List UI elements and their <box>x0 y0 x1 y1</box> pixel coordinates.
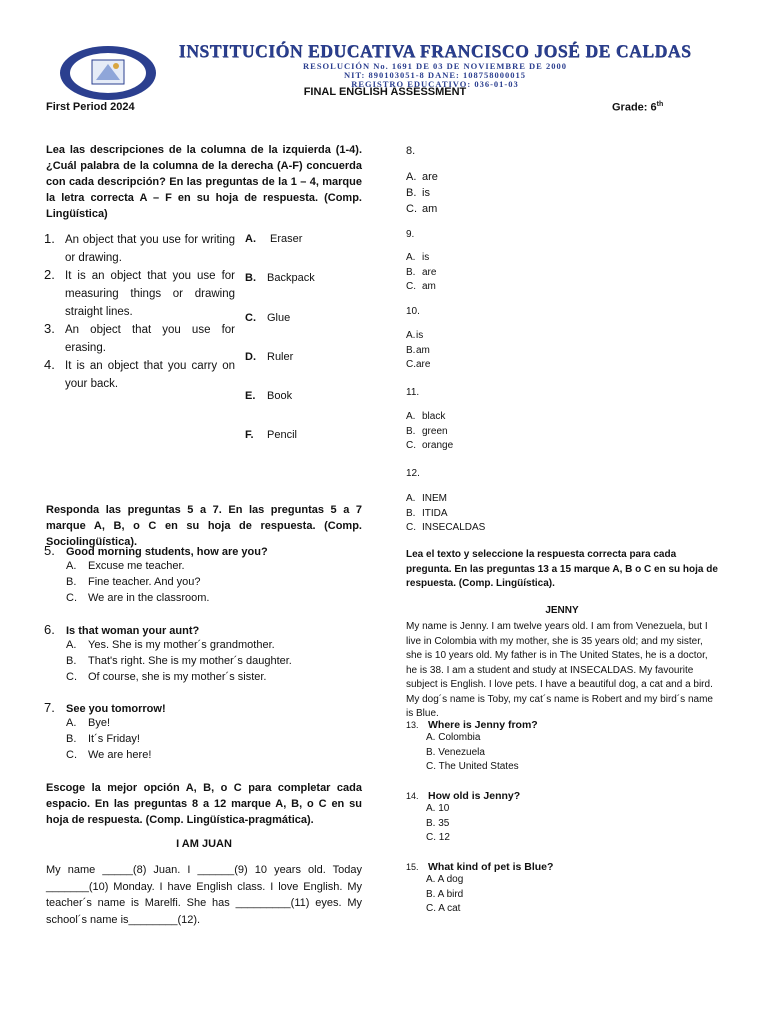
part1-instructions: Lea las descripciones de la columna de la izquierda (1-4). ¿Cuál palabra de la columna de la derecha (A-F) concuerda con cada descripción? En las preguntas de la 1 – 4, marque la letra correcta A – F en su hoja de respuesta. (Comp. Lingüística) <box>46 144 362 220</box>
match-option-d: D. Ruler <box>245 351 294 363</box>
resolution-line: RESOLUCIÓN No. 1691 DE 03 DE NOVIEMBRE DE 2000 <box>303 61 567 71</box>
grade-label: Grade: 6th <box>612 101 664 114</box>
part3-instructions: Escoge la mejor opción A, B, o C para completar cada espacio. En las preguntas 8 a 12 marque A, B, o C en su hoja de respuesta. (Comp. Lingüística-pragmática). <box>46 782 362 826</box>
part4-instructions: Lea el texto y seleccione la respuesta correcta para cada pregunta. En las preguntas 13 a 15 marque A, B o C en su hoja de respuesta. (Comp. Lingüística). <box>406 549 718 589</box>
period-label: First Period 2024 <box>46 101 135 113</box>
question-11-number: 11. <box>406 387 420 398</box>
question-9-number: 9. <box>406 229 415 240</box>
question-11-options: A. black B. green C. orange <box>406 411 454 451</box>
question-15: 15. What kind of pet is Blue? A. A dog B. A bird C. A cat <box>406 861 554 914</box>
question-10-number: 10. <box>406 306 420 317</box>
juan-title: I AM JUAN <box>176 838 232 850</box>
question-5: 5. Good morning students, how are you? A. Excuse me teacher. B. Fine teacher. And you? C. We are in the classroom. <box>44 543 268 604</box>
match-option-b: B. Backpack <box>245 272 315 284</box>
jenny-title: JENNY <box>545 605 579 616</box>
question-7: 7. See you tomorrow! A. Bye! B. It´s Friday! C. We are here! <box>44 700 166 761</box>
question-6: 6. Is that woman your aunt? A. Yes. She is my mother´s grandmother. B. That's right. She is my mother´s daughter. C. Of course, she is my mother´s sister. <box>44 622 292 683</box>
match-option-e: E. Book <box>245 390 293 402</box>
match-option-f: F. Pencil <box>245 429 297 441</box>
registro-line: REGISTRO EDUCATIVO: 036-01-03 <box>351 79 519 89</box>
juan-cloze-text: My name _____(8) Juan. I ______(9) 10 years old. Today _______(10) Monday. I have English class. I love English. My teacher´s name is Marelfi. She has _________(11) eyes. My school´s name is________(12). <box>46 864 362 926</box>
question-9-options: A. is B. are C. am <box>406 252 437 292</box>
question-12-options: A. INEM B. ITIDA C. INSECALDAS <box>406 493 486 533</box>
nit-line: NIT: 890103051-8 DANE: 108758000015 <box>344 70 526 80</box>
jenny-story-text: My name is Jenny. I am twelve years old. I am from Venezuela, but I live in Colombia with my mother, she is 35 years old; and my sister, she is 10 years old. My father is in The United States, he is a doctor, he is 38. I am a student and study at INSECALDAS. My favourite subject is English. I love pets. I have a beautiful dog, a cat and a bird. My dog´s name is Toby, my cat´s name is Robert and my bird´s name is Blue. <box>406 621 713 719</box>
part2-instructions: Responda las preguntas 5 a 7. En las preguntas 5 a 7 marque A, B, o C en su hoja de respuesta. (Comp. Sociolingüística). <box>46 504 362 548</box>
match-option-a: A. Eraser <box>245 233 303 245</box>
question-13: 13. Where is Jenny from? A. Colombia B. Venezuela C. The United States <box>406 719 538 772</box>
match-option-c: C. Glue <box>245 312 291 324</box>
question-8-options: A. are B. is C. am <box>406 171 438 215</box>
question-10-options: A.is B.am C.are <box>406 330 431 370</box>
assessment-title: FINAL ENGLISH ASSESSMENT <box>303 86 467 98</box>
question-8-number: 8. <box>406 145 416 157</box>
school-name: INSTITUCIÓN EDUCATIVA FRANCISCO JOSÉ DE CALDAS <box>178 41 692 61</box>
question-12-number: 12. <box>406 468 420 479</box>
question-14: 14. How old is Jenny? A. 10 B. 35 C. 12 <box>406 790 521 843</box>
school-seal-logo <box>58 44 158 102</box>
